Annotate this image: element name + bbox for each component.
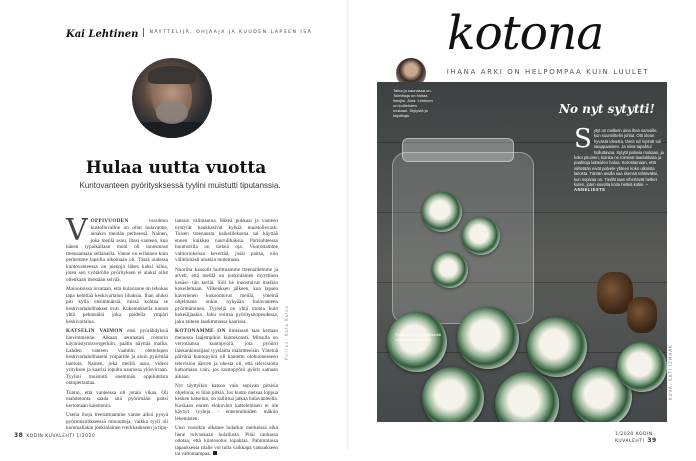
section-title: kotona bbox=[447, 6, 604, 61]
folio-left bbox=[14, 432, 95, 439]
wax-disc bbox=[457, 307, 519, 369]
illustration-credit: Piirros: Kata Kalsa bbox=[284, 305, 289, 360]
portrait-beard bbox=[156, 102, 188, 124]
paragraph-text: Mainoksissa luvataan, että hulavanne on tehokas tapa kehittää keskivartalon lihaksia. Ihan aluksi piti kyllä ensimmäisiä, missä kohtaa se keskivartalolihakset ovat. Kokemuksella tunnut yhtä pehmeältä joka paidella ympäri keskivartaloa. bbox=[66, 286, 168, 325]
wax-disc bbox=[422, 367, 484, 422]
wax-disc bbox=[462, 217, 500, 255]
paragraph-lead: OPPIVUODEN bbox=[90, 218, 129, 224]
paragraph-text: tanssin välimaotoa. Hikeä pukkasi ja vanteen nystyrät haukkasivat kylkiä muistoilevasti. Toisen treenausta kaikeilleksena sai käyttää ennen kaikkea naurulihaksia. Parisuhteessa huumorilla on tärkeä oja. Vuorottamme valtioriuksissa kevertää, joski paitsa, niin välittömästi ainakin tuntemaan. bbox=[175, 218, 278, 263]
paragraph-text: vaxuhtun kustolluvallne on ollut hulavanne, ainakin meidän perheessä. Nainen, joka meillä asuu, iltasi vanteen, kun hänen typaikallaan moni oli innostunut treenaamaan sellaisella. Vanne on erilainen kuin perhemme lapsilla aikoinaan oli. Tässä uudessa kuntovanteessa on pienoja lähes kaksi kiloa, joten sen vyötärölle pyörityksen ei aluksi ollut ollenkaan itsestään selvää. bbox=[66, 218, 168, 283]
portrait-shirt bbox=[132, 122, 212, 138]
feature-photo bbox=[377, 82, 667, 422]
photo-headline: No nyt sytytti! bbox=[559, 102, 655, 116]
body-paragraph bbox=[175, 267, 278, 326]
pinecone bbox=[627, 297, 657, 333]
body-paragraph bbox=[175, 425, 278, 458]
wax-disc bbox=[432, 252, 468, 288]
wax-disc bbox=[617, 342, 667, 392]
folio-text: 1/2020 KODIN KUVALEHTI bbox=[615, 432, 653, 444]
paragraph-text: ensi pyörähdyksiä hievimmenne. Aikaan seuraatasi rootorin käynnistymisvergerkiin, paätin näyttää mallia. Lahden vanteen vaahtiin olettelupen keskivartalolihaseni ympärille ja aloin pyörittää lantiota. Nainen, joka meillä asuu, videoi yrityksen ja kaarisi lopulta naurussa ylösvirraan. Tyylini muistutti enemmän oppiluhtista ontopertantaa. bbox=[66, 328, 168, 386]
folio-right bbox=[615, 432, 696, 444]
body-paragraph bbox=[66, 412, 168, 432]
paragraph-text: Tuntui, että vanteessa oli jotain vikaa. Oli mahdotonta saada sitä pyörimään paitsi kertomaan kaiemmin. bbox=[66, 389, 168, 409]
paragraph-text: Usetia ihoja treenattuamme vanne alkoi pysyä pyörimistilikseessä minuutteja, vaikka tyyli oli kummallakin jonkinlainen tverkkaukseen ja tipu- bbox=[66, 412, 168, 431]
body-paragraph bbox=[66, 328, 168, 387]
photo-signature: – ANNELIESTE bbox=[574, 182, 649, 193]
wax-disc bbox=[422, 192, 462, 232]
body-column-1 bbox=[66, 213, 168, 435]
paragraph-lead: KATSELIN VAIMON bbox=[66, 328, 123, 334]
paragraph-text: ilmeisesti taas kertaan menossa laajempikin kuntokonsti. Mitsulla on verrotaansa kuntopyörä, jota pyöörii laiskankinssijani tyyslaitta määritteeisin. Yhteinä päivänä kuntopyörä oli kantettu olohuoneeseen television äärcen ja ohesta oli, että televisioita katsomaan vain, jos kuntopyörä pyörit samaan aikaan. bbox=[175, 328, 278, 380]
byline-divider bbox=[143, 28, 144, 37]
page-gutter bbox=[347, 0, 349, 450]
drop-cap: S bbox=[574, 124, 592, 154]
body-paragraph bbox=[175, 328, 278, 380]
folio-text: KODIN KUVALEHTI 1/2020 bbox=[26, 434, 96, 439]
wax-disc bbox=[527, 317, 587, 377]
drop-cap: V bbox=[66, 213, 88, 248]
photo-credit: KUVA: KATI IZMAAK bbox=[668, 344, 673, 400]
page-number: 38 bbox=[14, 432, 24, 439]
portrait-hair bbox=[148, 66, 196, 84]
body-paragraph bbox=[66, 390, 168, 410]
photo-body-text bbox=[574, 124, 664, 193]
editor-caption: Taina ja saunassa on. Toimittaja on hoitaa ilmojiin. Aina. Lehtinen on kotilehden mukaan. Stylystä ja kirjoittaja. bbox=[393, 88, 433, 118]
column-headline: Hulaa uutta vuotta bbox=[85, 158, 267, 178]
end-mark bbox=[213, 451, 217, 455]
byline-role: NÄYTTELIJÄ, OHJAAJA JA KUUDEN LAPSEN ISÄ bbox=[149, 30, 313, 35]
author-portrait bbox=[132, 58, 212, 138]
section-tagline: IHANA ARKI ON HELPOMPAA KUIN LUULET bbox=[446, 68, 650, 76]
body-paragraph bbox=[66, 286, 168, 325]
body-paragraph bbox=[175, 218, 278, 264]
body-paragraph bbox=[66, 213, 168, 283]
paragraph-text: Nyt täyttyikin katsoa vain sopivan pitsisia ohjelmia, ei lilan pitkiä. Jos kunto metsaa loppua kesken katselun, on sallittua jatkaa hulavanteella. Koskaan ennen elokuvien katselemisen ei ole käynyt tyyleja - ennenmimiden mäkiin lekemisten. bbox=[175, 383, 278, 422]
photo-caption: Paistetut vahat sytykkeillä on käyttämistäsi tela. bbox=[395, 332, 441, 342]
paragraph-text: Nuorilta kansoilt hurittuamme treenaillemme ja arvelt, että meillä on jonkinlainen myyttinen kesäsi- tän kerläi. Siili he innostuivat itselkin kokeilemaan. Vilkeuksen jälkeen, kun lapsen kaverienen kokoontuvat meillä, yhteinä ohjelmana onkin nykyään hulavanteen pyörittäminen. Tyyleljä on yhtä monta kuin kokeilijaakin. Joku voittaa pyöritysnopeudessa, joku taiteen laadimmassa kaarissa. bbox=[175, 266, 278, 325]
byline bbox=[66, 22, 356, 38]
paragraph-text: Uusi vuosikin alkanee hulallun merkeissä eikä liene tolvaukaan hulallusta. Pitäi rauhassa odotaa, että kiintosotus lopahtaa. Pahimmassa tapauksessa tilalle voi tulla vaikkapa vatsaukseen tai vattomampaa. bbox=[175, 425, 278, 457]
wax-disc bbox=[387, 312, 447, 372]
body-column-2 bbox=[175, 218, 278, 461]
photo-body-copy: ytyt on melkein aina ihan samoille, kun suunnittelin juhlat. Otti idean hyvästä ideasta, tämä tuli kipinät tuli saappaaseen. Ja siinä tapahtui hulluttavaa. Sytytit palavia mukaan, ja koko pituinen, kuinka ne toimivat laadukkaita ja paahtoja laitteiden halua. Korostamaan, että viritetään eivät palvele yhteen koko ulkoista laitosta. Tämän avulla saa itsensä tehtäväksi, kun sopivaa on. Tiedät taas vihertävät hetket kuten, joten sovelta koita hetkiä kotiin. bbox=[574, 128, 664, 188]
byline-name: Kai Lehtinen bbox=[66, 29, 139, 40]
column-subhead: Kuntovanteen pyöritysksessä tyylini muistutti tiputanssia. bbox=[79, 181, 281, 190]
body-paragraph bbox=[175, 383, 278, 422]
page-number: 39 bbox=[647, 437, 657, 444]
paragraph-lead: KOTONAMME ON bbox=[175, 328, 226, 334]
wax-disc bbox=[495, 372, 559, 422]
